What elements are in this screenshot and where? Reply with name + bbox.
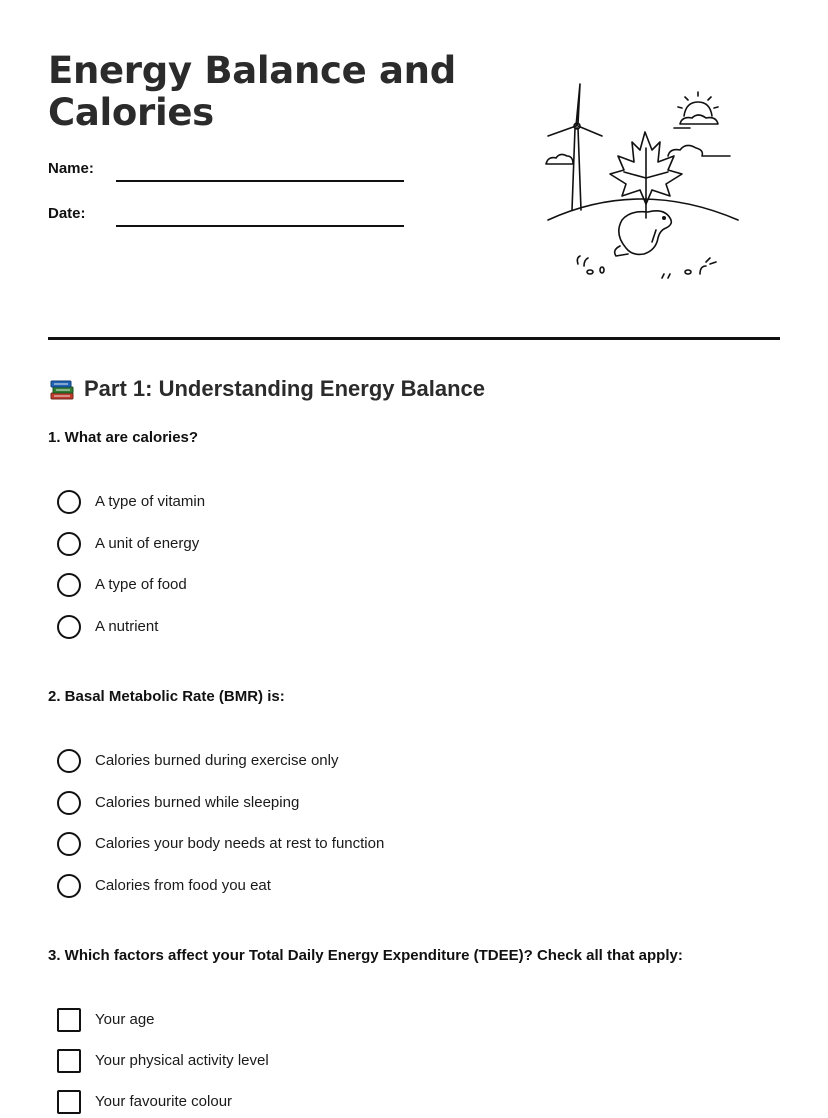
checkbox[interactable] — [57, 1090, 81, 1114]
option-label: Calories burned while sleeping — [95, 794, 300, 811]
option-label: Calories from food you eat — [95, 877, 271, 894]
question-2-option-2[interactable] — [57, 790, 299, 816]
name-field[interactable] — [116, 180, 404, 182]
name-label: Name: — [48, 160, 94, 177]
question-2-option-4[interactable] — [57, 873, 271, 899]
question-3-prompt: 3. Which factors affect your Total Daily Energy Expenditure (TDEE)? Check all that apply: — [48, 947, 683, 964]
option-label: A type of vitamin — [95, 493, 206, 510]
radio-button[interactable] — [57, 490, 81, 514]
sun-icon — [674, 92, 718, 128]
radio-button[interactable] — [57, 832, 81, 856]
worksheet-title: Energy Balance and Calories — [48, 49, 456, 134]
question-1-prompt: 1. What are calories? — [48, 429, 199, 446]
wind-turbine-icon — [548, 84, 602, 210]
question-3-option-3[interactable] — [57, 1089, 232, 1115]
question-2-prompt: 2. Basal Metabolic Rate (BMR) is: — [48, 688, 285, 705]
option-label: Calories your body needs at rest to function — [95, 835, 385, 852]
section-divider — [48, 337, 780, 340]
option-label: Your favourite colour — [95, 1093, 233, 1110]
radio-button[interactable] — [57, 791, 81, 815]
radio-button[interactable] — [57, 874, 81, 898]
option-label: Your physical activity level — [95, 1052, 269, 1069]
checkbox[interactable] — [57, 1008, 81, 1032]
question-3-option-1[interactable] — [57, 1007, 155, 1033]
checkbox[interactable] — [57, 1049, 81, 1073]
radio-button[interactable] — [57, 749, 81, 773]
radio-button[interactable] — [57, 532, 81, 556]
part1-heading — [48, 374, 485, 404]
option-label: A unit of energy — [95, 535, 200, 552]
maple-leaf-icon — [610, 132, 682, 218]
option-label: Your age — [95, 1011, 155, 1028]
option-label: A type of food — [95, 576, 187, 593]
books-icon — [48, 375, 76, 403]
option-label: Calories burned during exercise only — [95, 752, 339, 769]
radio-button[interactable] — [57, 573, 81, 597]
date-field[interactable] — [116, 225, 404, 227]
question-1-option-1[interactable] — [57, 489, 205, 515]
question-1-option-2[interactable] — [57, 531, 199, 557]
question-3-option-2[interactable] — [57, 1048, 269, 1074]
question-2-option-1[interactable] — [57, 748, 338, 774]
date-label: Date: — [48, 205, 86, 222]
question-1-option-3[interactable] — [57, 572, 187, 598]
question-2-option-3[interactable] — [57, 831, 384, 857]
part1-heading-text: Part 1: Understanding Energy Balance — [84, 376, 485, 401]
beaver-icon — [615, 211, 672, 256]
option-label: A nutrient — [95, 618, 159, 635]
radio-button[interactable] — [57, 615, 81, 639]
question-1-option-4[interactable] — [57, 614, 158, 640]
nature-scene-illustration — [540, 78, 740, 288]
